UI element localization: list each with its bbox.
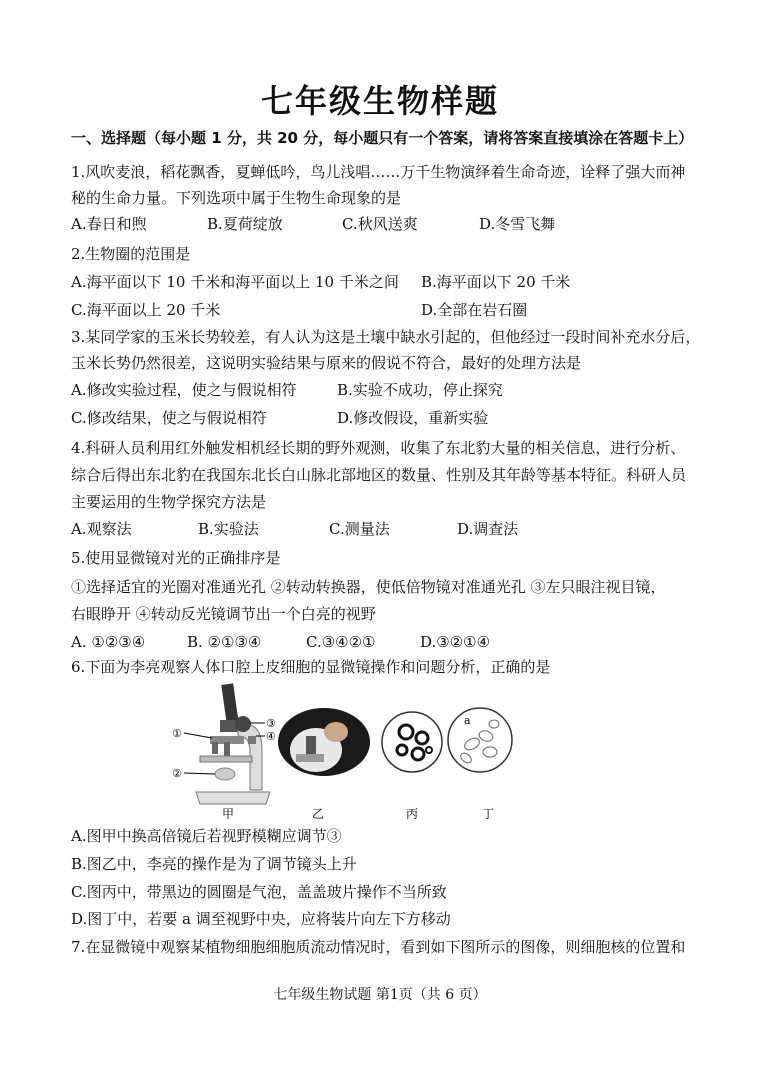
q1-option-c: C.秋风送爽 [342, 215, 418, 233]
student-photo [278, 708, 370, 776]
field-of-view-bing [382, 712, 442, 772]
q1-stem-line2: 秘的生命力量。下列选项中属于生物生命现象的是 [71, 189, 402, 207]
callout-4: ④ [266, 730, 276, 743]
q7-stem: 7.在显微镜中观察某植物细胞细胞质流动情况时，看到如下图所示的图像，则细胞核的位置和 [71, 938, 686, 956]
q5-option-b: B. ②①③④ [187, 633, 262, 651]
q5-option-a: A. ①②③④ [71, 633, 146, 651]
q5-option-c: C.③④②① [306, 633, 376, 651]
q6-option-a: A.图甲中换高倍镜后若视野模糊应调节③ [71, 827, 342, 845]
callout-2: ② [172, 767, 182, 780]
cell-a-label: a [464, 714, 471, 727]
q4-stem-line3: 主要运用的生物学探究方法是 [71, 493, 267, 511]
label-jia: 甲 [221, 807, 235, 821]
page-title: 七年级生物样题 [260, 82, 499, 120]
q4-stem-line2: 综合后得出东北豹在我国东北长白山脉北部地区的数量、性别及其年龄等基本特征。科研人员 [71, 466, 687, 484]
callout-3: ③ [266, 717, 276, 730]
q1-option-d: D.冬雪飞舞 [479, 215, 556, 233]
q6-option-d: D.图丁中，若要 a 调至视野中央，应将装片向左下方移动 [71, 910, 451, 928]
q6-option-b: B.图乙中，李亮的操作是为了调节镜头上升 [71, 855, 357, 873]
label-yi: 乙 [311, 807, 325, 821]
microscope-illustration [184, 683, 270, 804]
label-bing: 丙 [405, 807, 419, 821]
q3-option-d: D.修改假设，重新实验 [337, 409, 489, 427]
q2-option-a: A.海平面以下 10 千米和海平面以上 10 千米之间 [71, 273, 399, 291]
q4-option-b: B.实验法 [198, 520, 259, 538]
q5-line2: ①选择适宜的光圈对准通光孔 ②转动转换器，使低倍物镜对准通光孔 ③左只眼注视目镜， [71, 578, 666, 596]
q4-option-a: A.观察法 [71, 520, 132, 538]
q5-line3: 右眼睁开 ④转动反光镜调节出一个白亮的视野 [71, 605, 376, 623]
q1-option-a: A.春日和煦 [71, 215, 147, 233]
q4-option-c: C.测量法 [329, 520, 390, 538]
q1-option-b: B.夏荷绽放 [207, 215, 283, 233]
q5-stem: 5.使用显微镜对光的正确排序是 [71, 549, 281, 567]
page-footer: 七年级生物试题 第1页（共 6 页） [273, 987, 487, 1003]
section-header: 一、选择题（每小题 1 分，共 20 分，每小题只有一个答案，请将答案直接填涂在答题卡上） [71, 129, 694, 147]
q1-stem-line1: 1.风吹麦浪，稻花飘香，夏蝉低吟，鸟儿浅唱……万千生物演绎着生命奇迹，诠释了强大而神 [71, 163, 686, 181]
q4-stem-line1: 4.科研人员利用红外触发相机经长期的野外观测，收集了东北豹大量的相关信息，进行分析、 [71, 439, 686, 457]
q5-option-d: D.③②①④ [420, 633, 491, 651]
microscope-figure-svg [170, 680, 530, 822]
q3-option-b: B.实验不成功，停止探究 [337, 381, 503, 399]
callout-1: ① [172, 727, 182, 740]
q2-stem: 2.生物圈的范围是 [71, 245, 191, 263]
label-ding: 丁 [481, 807, 495, 821]
q4-option-d: D.调查法 [457, 520, 519, 538]
q2-option-b: B.海平面以下 20 千米 [421, 273, 571, 291]
q3-stem-line1: 3.某同学家的玉米长势较差，有人认为这是土壤中缺水引起的，但他经过一段时间补充水分后， [71, 328, 701, 346]
q3-stem-line2: 玉米长势仍然很差，这说明实验结果与原来的假说不符合，最好的处理方法是 [71, 354, 582, 372]
q3-option-a: A.修改实验过程，使之与假说相符 [71, 381, 297, 399]
q6-figure [170, 680, 530, 822]
q3-option-c: C.修改结果，使之与假说相符 [71, 409, 267, 427]
q6-stem: 6.下面为李亮观察人体口腔上皮细胞的显微镜操作和问题分析，正确的是 [71, 658, 551, 676]
field-of-view-ding [448, 708, 512, 772]
q2-option-d: D.全部在岩石圈 [421, 301, 528, 319]
q2-option-c: C.海平面以上 20 千米 [71, 301, 221, 319]
q6-option-c: C.图丙中，带黑边的圆圈是气泡，盖盖玻片操作不当所致 [71, 883, 447, 901]
